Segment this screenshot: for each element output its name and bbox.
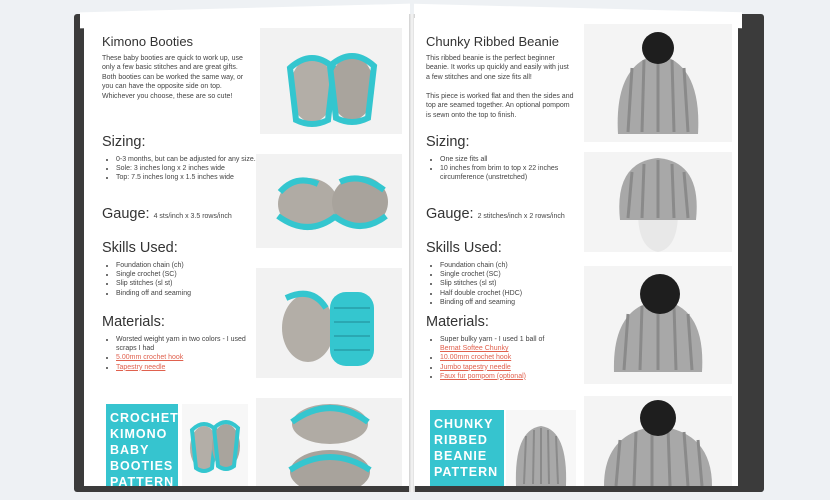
intro-text-2: This piece is worked flat and then the sides and top are seamed together. An optional pompom is sewn onto the top to finish. <box>426 93 574 119</box>
list-item: • Slip stitches (sl st) <box>440 279 580 288</box>
intro-text: These baby booties are quick to work up, use only a few basic stitches and are great gifts. Both booties can be worked the same way, or you can have the opposite side on top. Whichever you choose, these are so cute! <box>102 55 244 100</box>
list-item[interactable] <box>440 372 584 381</box>
right-page <box>414 18 738 486</box>
pattern-banner: CROCHET KIMONO BABY BOOTIES PATTERN <box>106 404 178 486</box>
skills-heading: Skills Used: <box>102 240 178 256</box>
hook-link[interactable]: 5.00mm crochet hook <box>116 354 184 362</box>
intro-text-1: This ribbed beanie is the perfect beginner beanie. It works up quickly and easily with just a few stitches and one size fits all! <box>426 55 569 81</box>
beanie-photo-1 <box>584 24 732 142</box>
bootie-photo-4 <box>182 404 248 486</box>
yarn-link[interactable]: Bernat Softee Chunky <box>440 345 509 353</box>
beanie-photo-2 <box>584 152 732 252</box>
skills-list <box>106 261 256 298</box>
sizing-list <box>430 155 580 183</box>
needle-link[interactable]: Tapestry needle <box>116 363 166 371</box>
bootie-photo-2 <box>256 154 402 248</box>
sizing-heading: Sizing: <box>426 134 470 150</box>
materials-heading: Materials: <box>426 314 489 330</box>
list-item: • Single crochet (SC) <box>116 270 256 279</box>
pattern-banner: CHUNKY RIBBED BEANIE PATTERN <box>430 410 504 486</box>
list-item: • Top: 7.5 inches long x 1.5 inches wide <box>116 173 256 182</box>
list-item: • 10 inches from brim to top x 22 inches circumference (unstretched) <box>440 164 580 182</box>
gauge-label: Gauge: <box>102 206 150 222</box>
list-item: • Slip stitches (sl st) <box>116 279 256 288</box>
bootie-photo-3 <box>256 268 402 378</box>
materials-text: Super bulky yarn - I used 1 ball of <box>440 336 545 343</box>
sizing-heading: Sizing: <box>102 134 146 150</box>
list-item: • Half double crochet (HDC) <box>440 289 580 298</box>
list-item[interactable] <box>440 353 584 362</box>
list-item <box>440 335 584 353</box>
list-item: • Binding off and seaming <box>440 298 580 307</box>
beanie-photo-4 <box>506 410 576 486</box>
skills-list <box>430 261 580 307</box>
list-item: • Single crochet (SC) <box>440 270 580 279</box>
gauge-value: 4 sts/inch x 3.5 rows/inch <box>153 213 232 220</box>
list-item: • 0-3 months, but can be adjusted for any size. <box>116 155 256 164</box>
list-item: • Foundation chain (ch) <box>116 261 256 270</box>
beanie-photo-3 <box>584 266 732 384</box>
pompom-link[interactable]: Faux fur pompom (optional) <box>440 372 526 380</box>
materials-heading: Materials: <box>102 314 165 330</box>
page-title: Kimono Booties <box>102 34 194 49</box>
list-item[interactable] <box>116 363 256 372</box>
list-item: • Binding off and seaming <box>116 289 256 298</box>
skills-heading: Skills Used: <box>426 240 502 256</box>
gauge-heading <box>102 206 232 222</box>
hook-link[interactable]: 10.00mm crochet hook <box>440 354 512 362</box>
left-page <box>84 18 410 486</box>
beanie-photo-5 <box>584 396 732 486</box>
list-item[interactable] <box>440 363 584 372</box>
gauge-value: 2 stitches/inch x 2 rows/inch <box>477 213 565 220</box>
bootie-photo-5 <box>256 398 402 486</box>
gauge-heading <box>426 206 565 222</box>
materials-list <box>106 335 256 372</box>
needle-link[interactable]: Jumbo tapestry needle <box>440 363 511 371</box>
page-title: Chunky Ribbed Beanie <box>426 34 559 49</box>
list-item: • Worsted weight yarn in two colors - I used scraps I had <box>116 335 256 353</box>
bootie-photo-1 <box>260 28 402 134</box>
list-item: • Sole: 3 inches long x 2 inches wide <box>116 164 256 173</box>
gauge-label: Gauge: <box>426 206 474 222</box>
list-item: • One size fits all <box>440 155 580 164</box>
list-item[interactable] <box>116 353 256 362</box>
sizing-list <box>106 155 256 183</box>
list-item: • Foundation chain (ch) <box>440 261 580 270</box>
materials-list <box>430 335 584 381</box>
